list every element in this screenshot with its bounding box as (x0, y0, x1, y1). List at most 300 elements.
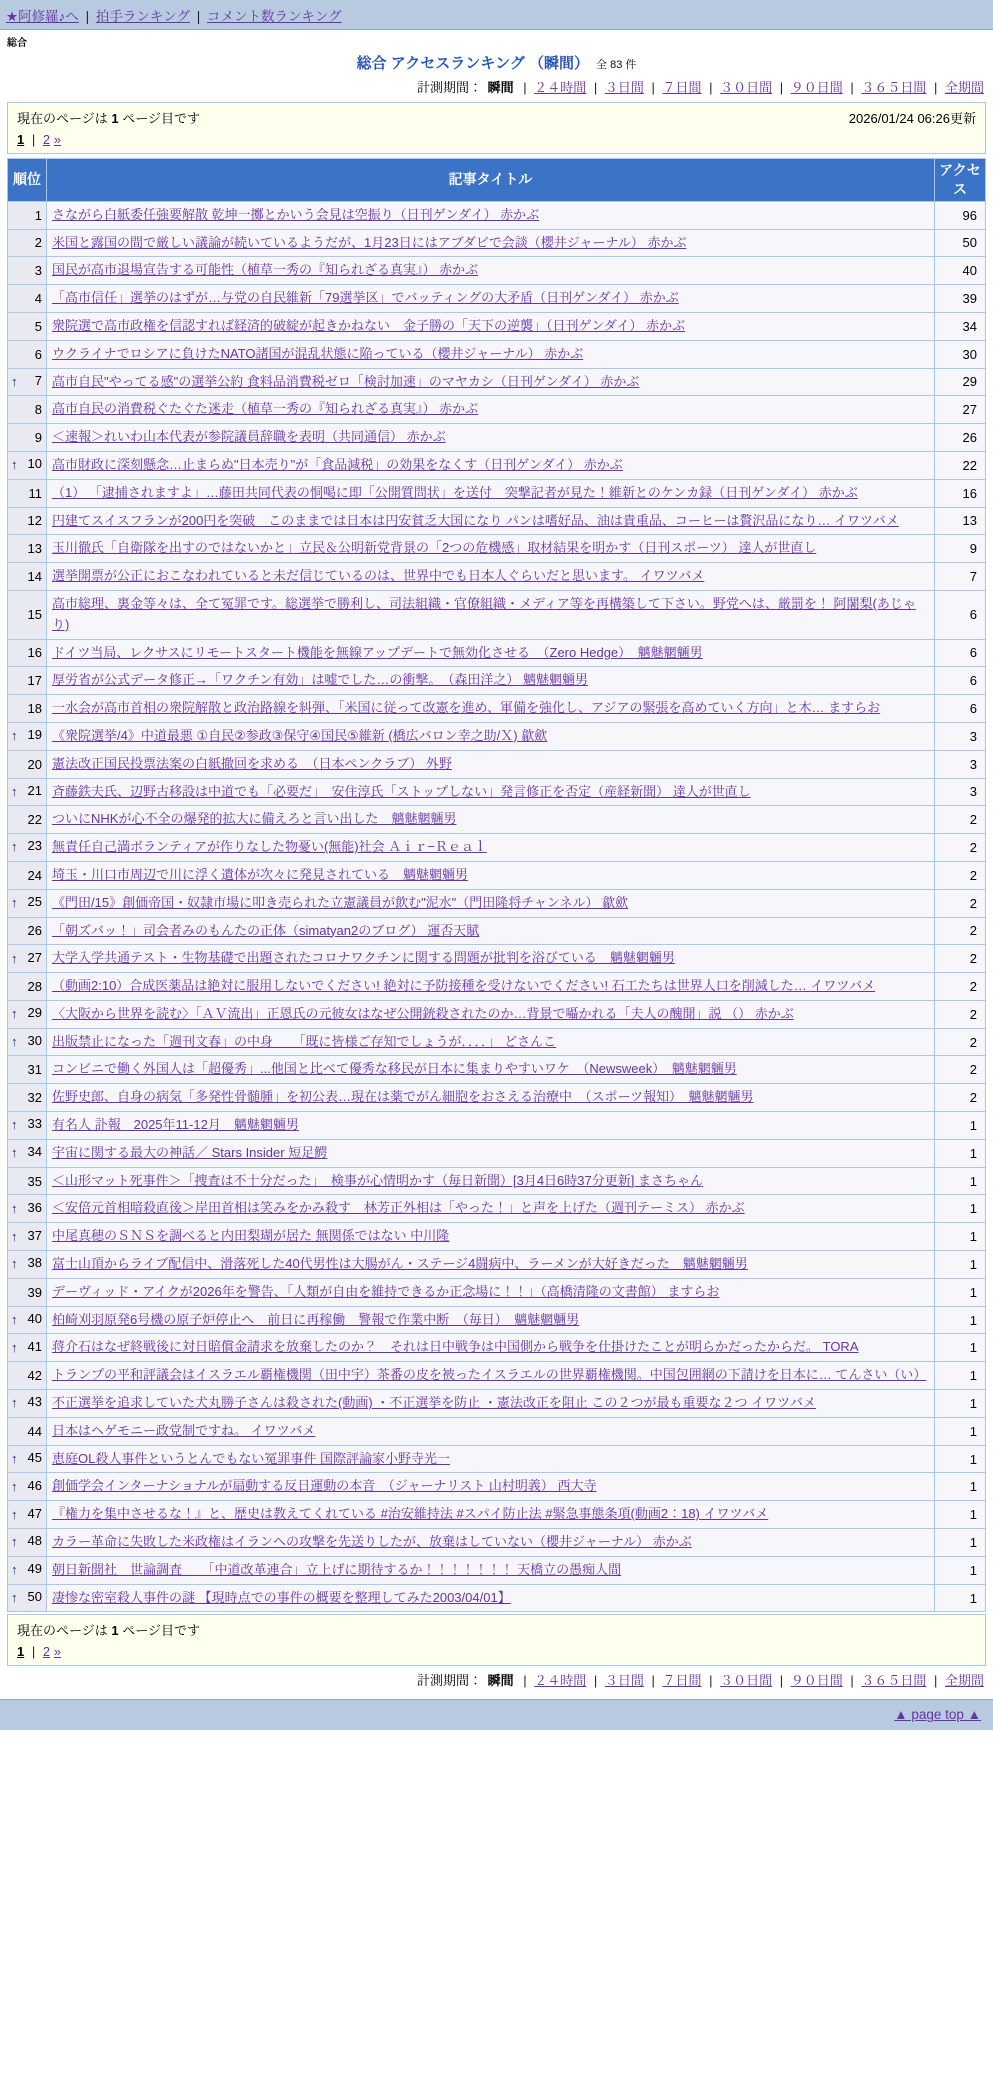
access-count: 2 (935, 834, 986, 862)
up-arrow-icon: ↑ (11, 1117, 18, 1133)
article-link[interactable]: 創価学会インターナショナルが扇動する反日運動の本音 （ジャーナリスト 山村明義） 西大寺 (52, 1478, 597, 1494)
access-count: 1 (935, 1501, 986, 1529)
rank-number: 28 (27, 978, 42, 994)
page-link-current[interactable]: 1 (17, 132, 25, 147)
title-cell (47, 451, 935, 479)
up-arrow-icon: ↑ (11, 1256, 18, 1272)
article-link[interactable]: 宇宙に関する最大の神話／ Stars Insider 短足鰐 (52, 1144, 328, 1160)
up-arrow-icon: ↑ (11, 1311, 18, 1327)
up-arrow-icon: ↑ (11, 1006, 18, 1022)
table-row (8, 1501, 986, 1529)
rank-number: 38 (27, 1255, 42, 1271)
access-count: 6 (935, 667, 986, 695)
table-row (8, 1278, 986, 1306)
rank-number: 5 (34, 318, 42, 334)
table-row (8, 1390, 986, 1418)
article-link[interactable]: 凄惨な密室殺人事件の謎 【現時点での事件の概要を整理してみた2003/04/01】 (52, 1589, 511, 1605)
access-count: 2 (935, 1028, 986, 1056)
rank-cell (8, 1167, 47, 1195)
table-row (8, 806, 986, 834)
article-link[interactable]: 有名人 訃報 2025年11-12月 魑魅魍魎男 (52, 1117, 299, 1133)
rank-cell (8, 563, 47, 591)
title-cell (47, 312, 935, 340)
access-count: 1 (935, 1390, 986, 1418)
table-row (8, 1334, 986, 1362)
title-cell (47, 834, 935, 862)
title-cell (47, 1084, 935, 1112)
table-row (8, 1556, 986, 1584)
title-cell (47, 667, 935, 695)
article-link[interactable]: 高市総理、裏金等々は、全て冤罪です。総選挙で勝利し、司法組織・官僚組織・メディア等を再構築して下さい。野党へは、厳罰を！ 阿闍梨(あじゃり) (52, 595, 916, 632)
rank-cell (8, 1278, 47, 1306)
rank-number: 34 (27, 1144, 42, 1160)
period-option-5[interactable]: ３６５日間 (861, 1673, 927, 1689)
article-link[interactable]: 佐野史郎、自身の病気「多発性骨髄腫」を初公表…現在は薬でがん細胞をおさえる治療中 （スポーツ報知） 魑魅魍魎男 (52, 1089, 754, 1105)
access-count: 30 (935, 340, 986, 368)
rank-number: 17 (27, 673, 42, 689)
rank-number: 26 (27, 923, 42, 939)
title-cell (47, 1306, 935, 1334)
separator: | (519, 1673, 531, 1689)
table-row (8, 667, 986, 695)
period-option-6[interactable]: 全期間 (944, 1673, 984, 1689)
article-link[interactable]: 恵庭OL殺人事件というとんでもない冤罪事件 国際評論家小野寺光一 (52, 1450, 450, 1466)
access-count: 7 (935, 563, 986, 591)
article-link[interactable]: 米国と露国の間で厳しい議論が続いているようだが、1月23日にはアブダビで会談（櫻井ジャーナル） 赤かぶ (52, 234, 687, 250)
table-row (8, 1167, 986, 1195)
rank-cell (8, 1473, 47, 1501)
table-row (8, 1306, 986, 1334)
article-link[interactable]: 《衆院選挙/4》中道最悪 ①自民②参政③保守④国民⑤維新 (橋広バロン幸之助/Ｘ) 歙歛 (52, 727, 548, 743)
rank-column-header: 順位 (8, 159, 47, 202)
access-count: 1 (935, 1167, 986, 1195)
table-row (8, 229, 986, 257)
access-count: 1 (935, 1417, 986, 1445)
table-row (8, 917, 986, 945)
article-link[interactable]: 選挙開票が公正におこなわれていると未だ信じているのは、世界中でも日本人ぐらいだと思います。 イワツバメ (52, 568, 705, 584)
up-arrow-icon: ↑ (11, 1339, 18, 1355)
page-link-current[interactable]: 1 (17, 1644, 25, 1660)
title-cell (47, 917, 935, 945)
article-link[interactable]: 無責任自己満ボランティアが作りなした物憂い(無能)社会 Ａｉｒ−Ｒｅａｌ (52, 839, 487, 855)
period-option-2[interactable]: ７日間 (662, 1673, 702, 1689)
article-link[interactable]: 蒋介石はなぜ終戦後に対日賠償金請求を放棄したのか？ それは日中戦争は中国側から戦争を仕掛けたことが明らかだったからだ。 TORA (52, 1339, 859, 1355)
rank-cell (8, 1195, 47, 1223)
title-cell (47, 229, 935, 257)
article-link[interactable]: 高市自民の消費税ぐたぐた迷走（植草一秀の『知られざる真実』） 赤かぶ (52, 401, 479, 417)
rank-cell (8, 917, 47, 945)
rank-number: 29 (27, 1005, 42, 1021)
separator: | (776, 1673, 787, 1689)
access-count: 6 (935, 639, 986, 667)
article-link[interactable]: 国民が高市退場宣告する可能性（植草一秀の『知られざる真実』） 赤かぶ (52, 262, 479, 278)
rank-number: 7 (34, 372, 42, 388)
article-link[interactable]: ドイツ当局、レクサスにリモートスタート機能を無線アップデートで無効化させる （Zero Hedge） 魑魅魍魎男 (52, 644, 703, 660)
title-cell (47, 257, 935, 285)
rank-cell (8, 1306, 47, 1334)
separator: | (846, 80, 858, 95)
article-link[interactable]: 柏崎刈羽原発6号機の原子炉停止へ 前日に再稼働 警報で作業中断 （毎日） 魑魅魍魎男 (52, 1311, 580, 1327)
title-cell (47, 722, 935, 750)
access-count: 40 (935, 257, 986, 285)
access-count: 1 (935, 1334, 986, 1362)
rank-number: 48 (27, 1533, 42, 1549)
separator: | (590, 1673, 601, 1689)
table-row (8, 834, 986, 862)
access-count: 1 (935, 1445, 986, 1473)
period-option-0[interactable]: ２４時間 (534, 1673, 587, 1689)
table-row (8, 945, 986, 973)
access-count: 6 (935, 590, 986, 639)
page-top-link[interactable]: ▲ page top ▲ (894, 1707, 981, 1723)
article-link[interactable]: 高市自民"やってる感"の選挙公約 食料品消費税ゼロ「検討加速」のマヤカシ（日刊ゲンダイ） 赤かぶ (52, 373, 640, 389)
top-nav-link-1[interactable]: 拍手ランキング (95, 9, 190, 24)
table-row (8, 563, 986, 591)
period-option-6[interactable]: 全期間 (944, 80, 984, 95)
rank-cell (8, 1445, 47, 1473)
title-cell (47, 201, 935, 229)
article-link[interactable]: コンビニで働く外国人は「超優秀」...他国と比べて優秀な移民が日本に集まりやすいワケ （Newsweek） 魑魅魍魎男 (52, 1061, 737, 1077)
up-arrow-icon: ↑ (11, 457, 18, 473)
separator: | (705, 80, 717, 95)
title-cell (47, 1362, 935, 1390)
rank-number: 44 (27, 1423, 42, 1439)
article-link[interactable]: 富士山頂からライブ配信中、滑落死した40代男性は大腸がん・ステージ4闘病中、ラーメンが大好きだった 魑魅魍魎男 (52, 1256, 748, 1272)
title-cell (47, 695, 935, 723)
up-arrow-icon: ↑ (11, 373, 18, 389)
rank-cell (8, 340, 47, 368)
period-label: 計測期間： (416, 80, 486, 95)
rank-cell (8, 257, 47, 285)
title-cell (47, 424, 935, 452)
article-link[interactable]: ウクライナでロシアに負けたNATO諸国が混乱状態に陥っている（櫻井ジャーナル） 赤かぶ (52, 345, 584, 361)
title-cell (47, 507, 935, 535)
pagination-box-bottom (7, 1614, 986, 1666)
title-cell (47, 750, 935, 778)
table-row (8, 750, 986, 778)
rank-number: 25 (27, 894, 42, 909)
title-cell (47, 945, 935, 973)
article-link[interactable]: 朝日新聞社 世論調査 「中道改革連合」立上げに期待するか！！！！！！！ 天橋立の愚痴人間 (52, 1561, 622, 1577)
rank-number: 1 (34, 207, 42, 223)
rank-cell (8, 1139, 47, 1167)
table-row (8, 1251, 986, 1279)
next-page-link[interactable]: » (53, 132, 61, 147)
title-cell (47, 1167, 935, 1195)
title-cell (47, 368, 935, 396)
up-arrow-icon: ↑ (11, 1478, 18, 1494)
table-row (8, 889, 986, 917)
access-count: 1 (935, 1223, 986, 1251)
rank-number: 9 (34, 430, 42, 446)
separator: | (28, 1644, 39, 1660)
rank-number: 11 (28, 485, 42, 501)
access-count: 1 (935, 1195, 986, 1223)
period-option-1[interactable]: ３日間 (604, 1673, 644, 1689)
access-count: 27 (935, 396, 986, 424)
article-link[interactable]: 『権力を集中させるな！』と、歴史は教えてくれている #治安維持法 #スパイ防止法 #緊急事態条項(動画2：18) イワツバメ (52, 1506, 769, 1522)
access-count: 2 (935, 1056, 986, 1084)
rank-cell (8, 590, 47, 639)
table-row (8, 424, 986, 452)
rank-number: 2 (34, 235, 42, 251)
table-row (8, 340, 986, 368)
up-arrow-icon: ↑ (11, 895, 18, 910)
access-count: 1 (935, 1278, 986, 1306)
table-row (8, 1195, 986, 1223)
article-link[interactable]: 円建てスイスフランが200円を突破 このままでは日本は円安貧乏大国になり パンは嗜好品、油は貴重品、コーヒーは贅沢品になり… イワツバメ (52, 512, 899, 528)
article-link[interactable]: ＜山形マット死事件＞「捜査は不十分だった」 検事が心情明かす（毎日新聞）[3月4日6時37分更新] まさちゃん (52, 1172, 703, 1188)
access-count: 13 (935, 507, 986, 535)
rank-number: 14 (27, 569, 42, 585)
article-link[interactable]: 不正選挙を追求していた犬丸勝子さんは殺された(動画) ・不正選挙を防止 ・憲法改正を阻止 この２つが最も重要な２つ イワツバメ (52, 1395, 816, 1411)
separator: | (647, 80, 659, 95)
period-selector-top (7, 77, 984, 96)
separator: | (930, 80, 941, 95)
rank-cell (8, 535, 47, 563)
article-link[interactable]: トランプの平和評議会はイスラエル覇権機関（田中宇）茶番の皮を被ったイスラエルの世界覇権機関。中国包囲網の下請けを日本に… てんさい（い） (52, 1367, 927, 1383)
table-row (8, 1223, 986, 1251)
table-row (8, 1112, 986, 1140)
period-selector-bottom (7, 1670, 984, 1689)
article-link[interactable]: さながら白紙委任強要解散 乾坤一擲とかいう会見は空振り（日刊ゲンダイ） 赤かぶ (52, 206, 540, 222)
access-count: 3 (935, 750, 986, 778)
page-link-2[interactable]: 2 (42, 132, 51, 147)
title-cell (47, 1529, 935, 1557)
access-count: 1 (935, 1473, 986, 1501)
rank-cell (8, 1223, 47, 1251)
access-count: 3 (935, 722, 986, 750)
access-count: 29 (935, 368, 986, 396)
access-count: 2 (935, 945, 986, 973)
rank-number: 46 (27, 1477, 42, 1493)
article-link[interactable]: 出版禁止になった「週刊文春」の中身 「既に皆様ご存知でしょうが．．．．」 どさんこ (52, 1033, 557, 1049)
access-count: 1 (935, 1306, 986, 1334)
rank-cell (8, 1000, 47, 1028)
table-row (8, 396, 986, 424)
rank-cell (8, 1501, 47, 1529)
article-link[interactable]: デーヴィッド・アイクが2026年を警告、「人類が自由を維持できるか正念場に！！」（高橋清隆の文書館） ますらお (52, 1283, 720, 1299)
title-line (7, 52, 986, 73)
rank-cell (8, 806, 47, 834)
article-link[interactable]: 中尾真穂のＳＮＳを調べると内田梨瑚が居た 無関係ではない 中川隆 (52, 1228, 450, 1244)
up-arrow-icon: ↑ (11, 950, 18, 966)
access-count: 22 (935, 451, 986, 479)
article-link[interactable]: ついにNHKが心不全の爆発的拡大に備えろと言い出した 魑魅魍魎男 (52, 811, 457, 827)
title-cell (47, 1251, 935, 1279)
top-nav-link-2[interactable]: コメント数ランキング (207, 9, 342, 24)
article-link[interactable]: 斉藤鉄夫氏、辺野古移設は中道でも「必要だ」 安住淳氏「ストップしない」発言修正を否定（産経新聞） 達人が世直し (52, 783, 751, 799)
rank-cell (8, 1362, 47, 1390)
period-option-5[interactable]: ３６５日間 (861, 80, 927, 95)
table-row (8, 973, 986, 1001)
access-count: 9 (935, 535, 986, 563)
article-link[interactable]: 「朝ズバッ！」司会者みのもんたの正体（simatyan2のブログ） 運否天賦 (52, 922, 480, 938)
article-link[interactable]: ＜速報＞れいわ山本代表が参院議員辞職を表明（共同通信） 赤かぶ (52, 429, 446, 445)
article-link[interactable]: 〈大阪から世界を読む〉「ＡＶ流出」正恩氏の元彼女はなぜ公開銃殺されたのか…背景で囁かれる「夫人の醜聞」説 （） 赤かぶ (52, 1005, 794, 1021)
separator: | (930, 1673, 941, 1689)
article-link[interactable]: 厚労省が公式データ修正→「ワクチン有効」は嘘でした…の衝撃。 （森田洋之） 魑魅魍魎男 (52, 672, 588, 688)
breadcrumb: 総合 (7, 38, 27, 49)
rank-number: 39 (27, 1284, 42, 1300)
up-arrow-icon: ↑ (11, 1450, 18, 1466)
rank-cell (8, 1584, 47, 1612)
separator: | (192, 9, 204, 24)
access-count: 50 (935, 229, 986, 257)
rank-number: 24 (27, 867, 42, 883)
up-arrow-icon: ↑ (11, 1506, 18, 1522)
period-option-3[interactable]: ３０日間 (720, 80, 773, 95)
rank-number: 20 (27, 756, 42, 772)
rank-number: 27 (27, 949, 42, 965)
rank-cell (8, 312, 47, 340)
title-cell (47, 639, 935, 667)
period-option-2[interactable]: ７日間 (662, 80, 702, 95)
period-option-4[interactable]: ９０日間 (790, 80, 843, 95)
article-link[interactable]: 「高市信任」選挙のはずが…与党の自民維新「79選挙区」でバッティングの大矛盾（日刊ゲンダイ） 赤かぶ (52, 290, 679, 306)
article-link[interactable]: 玉川徹氏「自衛隊を出すのではないかと」立民＆公明新党背景の「2つの危機感」取材結果を明かす（日刊スポーツ） 達人が世直し (52, 540, 817, 556)
rank-cell (8, 861, 47, 889)
top-nav-bar (0, 0, 993, 30)
rank-number: 23 (27, 838, 42, 854)
rank-number: 41 (27, 1338, 42, 1354)
table-row (8, 639, 986, 667)
title-cell (47, 778, 935, 806)
rank-cell (8, 695, 47, 723)
separator: | (590, 80, 601, 95)
title-cell (47, 396, 935, 424)
rank-number: 8 (34, 402, 42, 418)
rank-number: 13 (27, 541, 42, 557)
table-row (8, 201, 986, 229)
article-link[interactable]: 衆院選で高市政権を信認すれば経済的破綻が起きかねない 金子勝の「天下の逆襲」（日刊ゲンダイ） 赤かぶ (52, 317, 686, 333)
rank-number: 15 (27, 607, 42, 623)
rank-number: 47 (27, 1505, 42, 1521)
period-option-3[interactable]: ３０日間 (720, 1673, 773, 1689)
current-page-message: 現在のページは 1 ページ目です (17, 111, 200, 126)
rank-number: 10 (27, 456, 42, 472)
rank-number: 50 (27, 1588, 42, 1604)
table-row (8, 535, 986, 563)
title-cell (47, 1501, 935, 1529)
table-row (8, 1584, 986, 1612)
separator: | (81, 9, 93, 24)
period-option-1[interactable]: ３日間 (604, 80, 644, 95)
rank-cell (8, 1529, 47, 1557)
access-count: 1 (935, 1584, 986, 1612)
rank-number: 3 (34, 263, 42, 279)
title-cell (47, 1417, 935, 1445)
period-option-0[interactable]: ２４時間 (534, 80, 587, 95)
table-row (8, 695, 986, 723)
rank-cell (8, 1056, 47, 1084)
table-row (8, 1000, 986, 1028)
separator: | (846, 1673, 858, 1689)
rank-number: 30 (27, 1032, 42, 1048)
article-link[interactable]: カラー革命に失敗した米政権はイランへの攻撃を先送りしたが、放棄はしていない（櫻井ジャーナル） 赤かぶ (52, 1534, 692, 1550)
title-cell (47, 1195, 935, 1223)
article-link[interactable]: 高市財政に深刻懸念…止まらぬ"日本売り"が「食品減税」の効果をなくす（日刊ゲンダイ） 赤かぶ (52, 456, 623, 472)
article-link[interactable]: 《門田/15》創価帝国・奴隷市場に叩き売られた立憲議員が飲む"泥水"（門田隆将チャンネル） 歙歛 (52, 894, 629, 910)
period-current: 瞬間 (487, 80, 514, 95)
rank-number: 6 (34, 346, 42, 362)
up-arrow-icon: ↑ (11, 728, 18, 744)
rank-cell (8, 1390, 47, 1418)
article-link[interactable]: 憲法改正国民投票法案の白紙撤回を求める （日本ペンクラブ） 外野 (52, 755, 452, 771)
rank-cell (8, 1417, 47, 1445)
title-cell (47, 1584, 935, 1612)
article-link[interactable]: 大学入学共通テスト・生物基礎で出題されたコロナワクチンに関する問題が批判を浴びている 魑魅魍魎男 (52, 950, 675, 966)
access-count: 1 (935, 1556, 986, 1584)
title-cell (47, 861, 935, 889)
article-link[interactable]: 一水会が高市首相の衆院解散と政治路線を糾弾、「米国に従って改憲を進め、軍備を強化し、アジアの緊張を高めていく方向」と木… ますらお (52, 700, 881, 716)
rank-cell (8, 1084, 47, 1112)
separator: | (647, 1673, 659, 1689)
rank-number: 45 (27, 1449, 42, 1465)
rank-cell (8, 667, 47, 695)
article-link[interactable]: （1） 「逮捕されますよ」…藤田共同代表の恫喝に即「公開質問状」を送付 突撃記者が見た！維新とのケンカ録（日刊ゲンダイ） 赤かぶ (52, 484, 858, 500)
rank-cell (8, 973, 47, 1001)
access-count: 1 (935, 1251, 986, 1279)
rank-cell (8, 1251, 47, 1279)
up-arrow-icon: ↑ (11, 1145, 18, 1161)
rank-cell (8, 722, 47, 750)
title-cell (47, 1000, 935, 1028)
rank-cell (8, 229, 47, 257)
rank-number: 35 (27, 1173, 42, 1189)
page-title: 総合 アクセスランキング （瞬間） (356, 55, 590, 72)
article-link[interactable]: ＜安倍元首相暗殺直後＞岸田首相は笑みをかみ殺す 林芳正外相は「やった！」と声を上げた（週刊テーミス） 赤かぶ (52, 1200, 745, 1216)
up-arrow-icon: ↑ (11, 1395, 18, 1411)
article-link[interactable]: （動画2:10）合成医薬品は絶対に服用しないでください! 絶対に予防接種を受けないでください! 石工たちは世界人口を削減した… イワツバメ (52, 978, 876, 994)
period-current: 瞬間 (487, 1673, 514, 1689)
top-nav-link-0[interactable]: ★阿修羅♪へ (6, 9, 79, 24)
title-cell (47, 535, 935, 563)
access-count: 6 (935, 695, 986, 723)
separator: | (28, 132, 39, 147)
rank-number: 4 (34, 291, 42, 307)
rank-cell (8, 750, 47, 778)
access-count: 3 (935, 778, 986, 806)
rank-number: 16 (27, 645, 42, 661)
page-link-2[interactable]: 2 (42, 1644, 51, 1660)
period-option-4[interactable]: ９０日間 (790, 1673, 843, 1689)
table-row (8, 285, 986, 313)
next-page-link[interactable]: » (53, 1644, 61, 1660)
table-row (8, 1417, 986, 1445)
rank-cell (8, 396, 47, 424)
access-count: 1 (935, 1529, 986, 1557)
rank-cell (8, 285, 47, 313)
rank-cell (8, 639, 47, 667)
article-link[interactable]: 埼玉・川口市周辺で川に浮く遺体が次々に発見されている 魑魅魍魎男 (52, 866, 469, 882)
total-count: 全 83 件 (596, 59, 637, 71)
top-nav-links (6, 9, 342, 24)
table-row (8, 479, 986, 507)
title-cell (47, 1445, 935, 1473)
access-count: 2 (935, 973, 986, 1001)
rank-number: 42 (27, 1368, 42, 1384)
up-arrow-icon: ↑ (11, 783, 18, 799)
rank-number: 33 (27, 1116, 42, 1132)
access-count: 2 (935, 1084, 986, 1112)
rank-cell (8, 451, 47, 479)
article-link[interactable]: 日本はヘゲモニー政党制ですね。 イワツバメ (52, 1422, 316, 1438)
access-column-header: アクセス (935, 159, 986, 202)
rank-cell (8, 368, 47, 396)
table-row (8, 451, 986, 479)
table-row (8, 861, 986, 889)
